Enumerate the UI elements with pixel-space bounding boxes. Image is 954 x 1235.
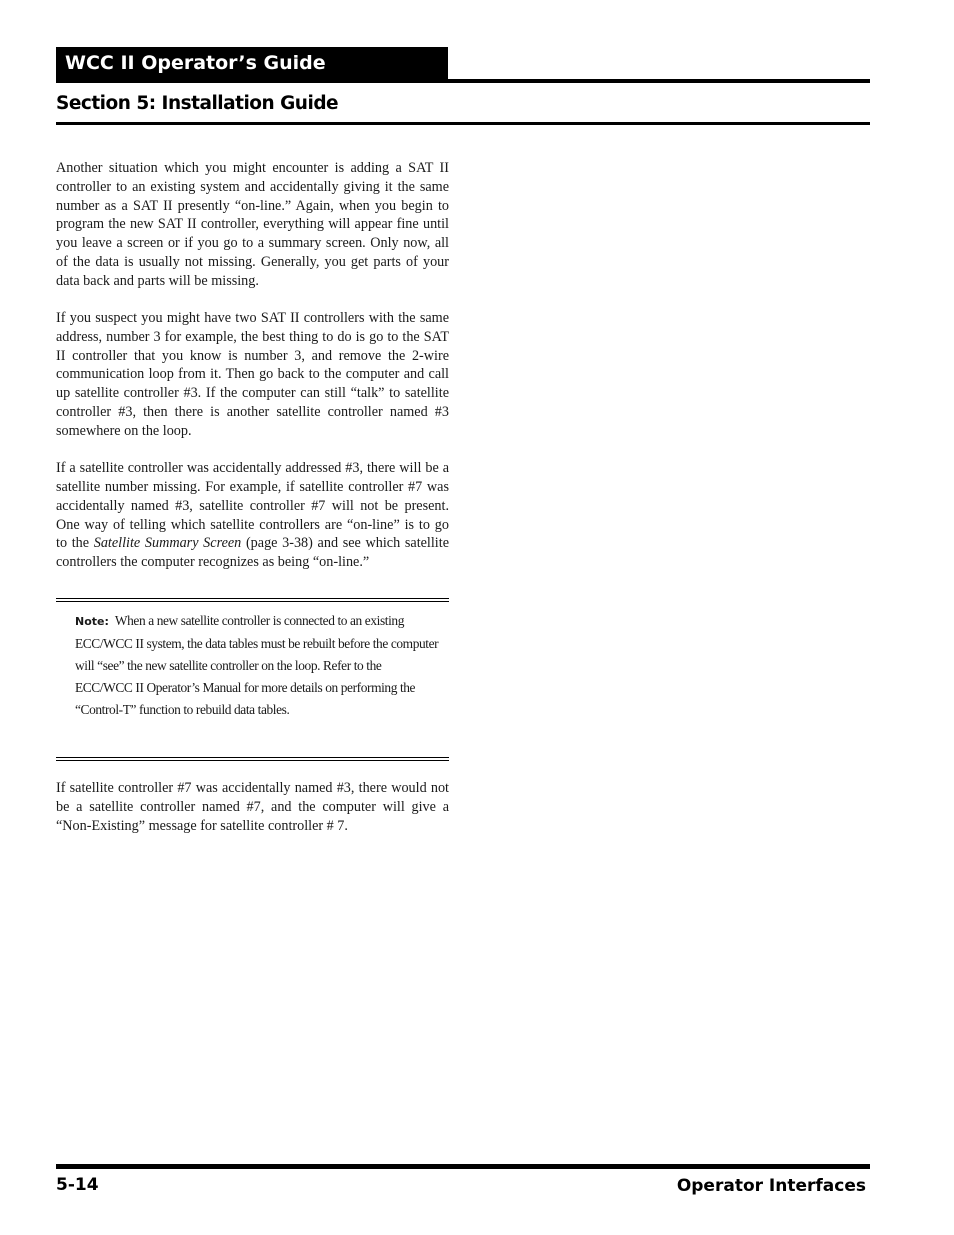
guide-title: WCC II Operator’s Guide	[56, 47, 448, 80]
note-bottom-rule	[56, 760, 449, 761]
paragraph-3-text-before: If a satellite controller was accidentally addressed #3, there will be a satellite number missing. For example, if satellite controller #7 was accidentally named #3, satellite controller #7 will not be present. One way of telling which satellite controllers are “on-line” is to go to the	[56, 460, 449, 552]
paragraph-3-text-after: (page 3-38) and see which satellite controllers the computer recognizes as being “on-line.”	[56, 535, 449, 571]
footer-rule	[56, 1164, 870, 1169]
paragraph-4: If satellite controller #7 was accidentally named #3, there would not be a satellite controller named #7, and the computer will give a “Non-Existing” message for satellite controller # 7.	[56, 780, 449, 834]
header-rule	[56, 79, 870, 83]
satellite-summary-screen-reference: Satellite Summary Screen	[93, 535, 242, 552]
note-top-rule-inner	[56, 601, 449, 602]
body-column	[56, 159, 449, 590]
note-bottom-rule-inner	[56, 757, 449, 758]
note-box	[56, 598, 449, 761]
paragraph-1: Another situation which you might encounter is adding a SAT II controller to an existing system and accidentally giving it the same number as a SAT II presently “on-line.” Again, when you begin to program the new SAT II controller, everything will appear fine until you leave a screen or if you go to a summary screen. Only now, all of the data is usually not missing. Generally, you get parts of your data back and parts will be missing.	[56, 160, 449, 289]
paragraph-3	[56, 459, 449, 572]
section-rule	[56, 122, 870, 125]
note-body: When a new satellite controller is connected to an existing ECC/WCC II system, the data tables must be rebuilt before the computer will “see” the new satellite controller on the loop. Refer to the ECC/WCC II Operator’s Manual for more details on performing the “Control-T” function to rebuild data tables.	[75, 613, 439, 717]
section-title: Section 5: Installation Guide	[56, 93, 339, 114]
note-label: Note:	[75, 615, 109, 628]
paragraph-2: If you suspect you might have two SAT II controllers with the same address, number 3 for example, the best thing to do is go to the SAT II controller that you know is number 3, and remove the 2-wire communication loop from it. Then go back to the computer and call up satellite controller #3. If the computer can still “talk” to satellite controller #3, then there is another satellite controller named #3 somewhere on the loop.	[56, 310, 449, 439]
note-top-rule	[56, 598, 449, 599]
page-number: 5-14	[56, 1175, 99, 1195]
note-text	[75, 610, 440, 721]
chapter-title: Operator Interfaces	[676, 1176, 866, 1196]
